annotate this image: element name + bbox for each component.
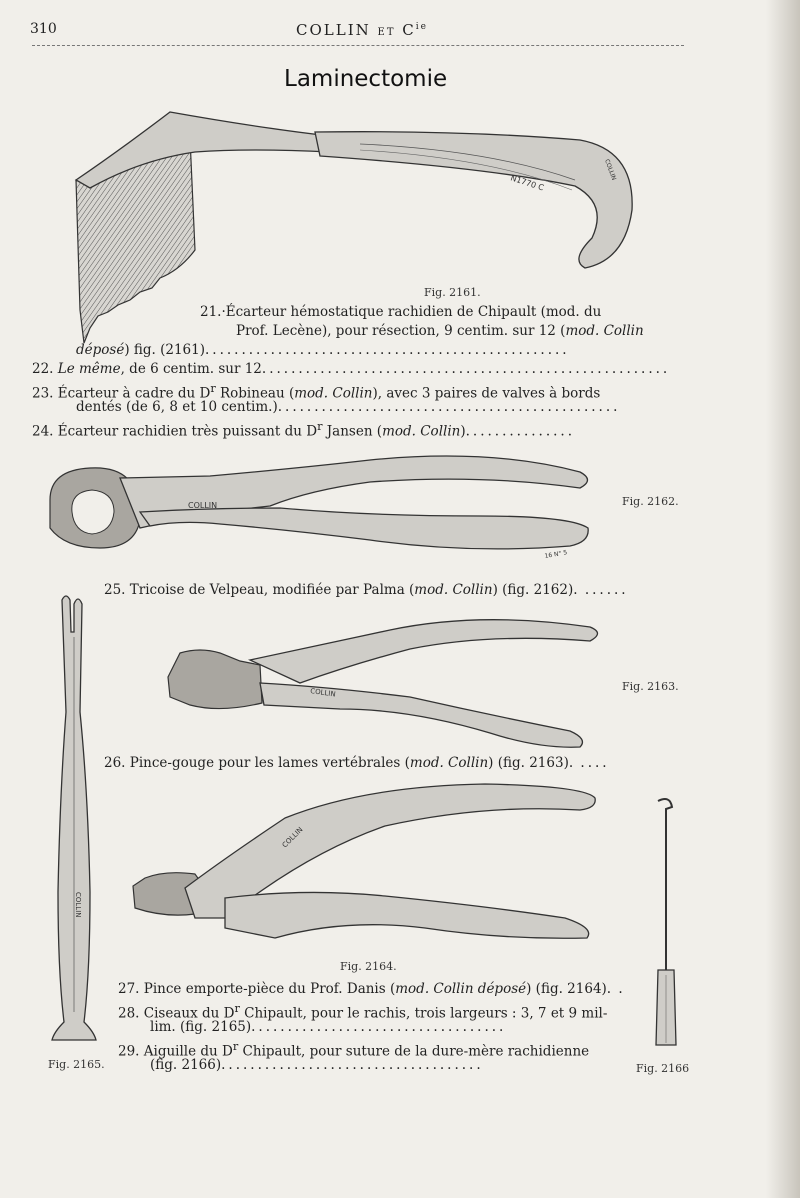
fig-2165-label: Fig. 2165. bbox=[48, 1058, 105, 1071]
punch-mark: COLLIN bbox=[280, 825, 305, 850]
page-edge-shadow bbox=[766, 0, 800, 1198]
entry-26: 26. Pince-gouge pour les lames vertébrales (mod. Collin) (fig. 2163). .... bbox=[104, 755, 610, 771]
entry-21-line-2: Prof. Lecène), pour résection, 9 centim. sur 12 (mod. Collin bbox=[236, 323, 644, 339]
entry-23-line-1: 23. Écarteur à cadre du $D^r$ Robineau (mod. Collin), avec 3 paires de valves à bords bbox=[32, 382, 601, 402]
tricoise-mark: COLLIN bbox=[188, 501, 218, 510]
fig-2164-label: Fig. 2164. bbox=[340, 960, 397, 973]
entry-29-line-1: 29. Aiguille du $D^r$ Chipault, pour suture de la dure-mère rachidienne bbox=[118, 1040, 590, 1060]
entry-25: 25. Tricoise de Velpeau, modifiée par Palma (mod. Collin) (fig. 2162). ...... bbox=[104, 582, 629, 598]
entry-29-line-2: (fig. 2166).................................... bbox=[150, 1057, 484, 1073]
chisel-mark: COLLIN bbox=[74, 892, 82, 918]
fig-2161-label: Fig. 2161. bbox=[424, 286, 481, 299]
entry-24: 24. Écarteur rachidien très puissant du $D^r$ Jansen (mod. Collin)............... bbox=[32, 420, 575, 440]
section-title: Laminectomie bbox=[284, 66, 448, 92]
gouge-mark: COLLIN bbox=[309, 687, 337, 699]
fig-2162-label: Fig. 2162. bbox=[622, 495, 679, 508]
header-rule bbox=[32, 45, 684, 46]
fig-2166-label: Fig. 2166 bbox=[636, 1062, 690, 1075]
gouge-forceps-illustration bbox=[160, 605, 610, 755]
page-number: 310 bbox=[30, 21, 57, 37]
entry-22: 22. Le même, de 6 centim. sur 12........................................................ bbox=[32, 361, 671, 377]
chisel-illustration bbox=[44, 592, 104, 1047]
retractor-mark: N1770 C bbox=[509, 173, 545, 193]
entry-28-line-1: 28. Ciseaux du $D^r$ Chipault, pour le rachis, trois largeurs : 3, 7 et 9 mil- bbox=[118, 1002, 608, 1022]
entry-28-line-2: lim. (fig. 2165)................................... bbox=[150, 1019, 507, 1035]
tricoise-illustration bbox=[40, 450, 600, 560]
retractor-maker: COLLIN bbox=[603, 158, 618, 182]
tricoise-number: 16 N° 5 bbox=[544, 549, 568, 560]
running-head: COLLIN ET $C^{ie}$ bbox=[296, 21, 428, 39]
entry-27: 27. Pince emporte-pièce du Prof. Danis (mod. Collin déposé) (fig. 2164). . bbox=[118, 981, 626, 997]
entry-21-line-1: 21.·Écarteur hémostatique rachidien de Chipault (mod. du bbox=[200, 304, 602, 320]
needle-illustration bbox=[640, 795, 690, 1055]
entry-23-line-2: dentés (de 6, 8 et 10 centim.)............................................... bbox=[76, 399, 621, 415]
fig-2163-label: Fig. 2163. bbox=[622, 680, 679, 693]
punch-forceps-illustration bbox=[125, 778, 605, 953]
entry-21-line-3: déposé) fig. (2161).................................................. bbox=[76, 342, 570, 358]
